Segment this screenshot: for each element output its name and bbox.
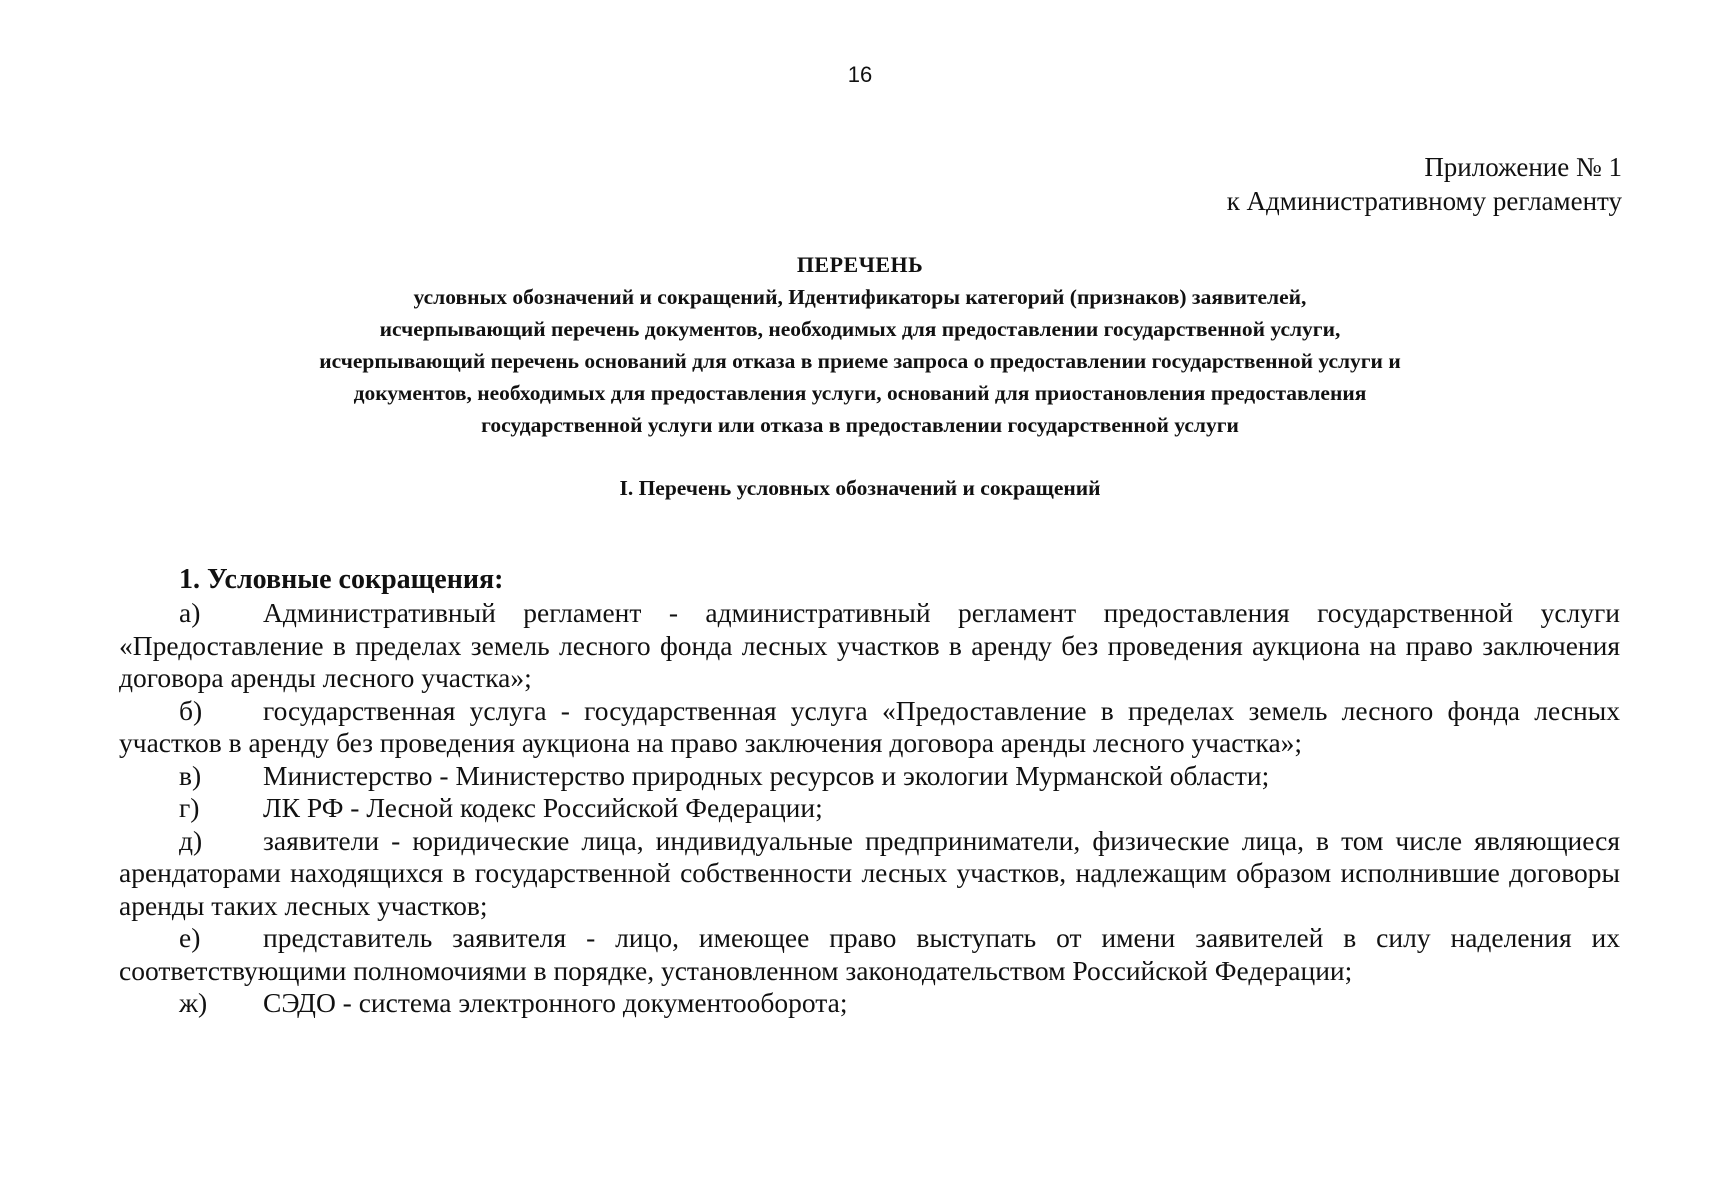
- list-item: [119, 760, 1620, 793]
- appendix-reference: [1227, 150, 1622, 218]
- list-item: [119, 597, 1620, 695]
- item-letter: в): [179, 759, 202, 791]
- title-line: исчерпывающий перечень оснований для отказа в приеме запроса о предоставлении государственной услуги и: [319, 349, 1401, 373]
- title-line: государственной услуги или отказа в предоставлении государственной услуги: [481, 413, 1239, 437]
- subheading: 1. Условные сокращения:: [179, 564, 504, 595]
- item-letter: б): [179, 694, 203, 726]
- list-item: [119, 695, 1620, 760]
- item-letter: г): [179, 792, 200, 823]
- item-text: СЭДО - система электронного документооборота;: [263, 987, 848, 1018]
- title-line: исчерпывающий перечень документов, необходимых для предоставлении государственной услуги,: [379, 317, 1341, 341]
- item-letter: ж): [179, 987, 208, 1018]
- list-item: [119, 825, 1620, 923]
- item-text: заявители - юридические лица, индивидуальные предприниматели, физические лица, в том числе являющиеся арендаторами находящихся в государственной собственности лесных участков, надлежащим образом исполнившие договоры аренды таких лесных участков;: [119, 824, 1620, 921]
- item-text: государственная услуга - государственная услуга «Предоставление в пределах земель лесного фонда лесных участков в аренду без проведения аукциона на право заключения договора аренды лесного участка»;: [119, 694, 1620, 758]
- list-item: [119, 987, 1620, 1020]
- document-body: [119, 563, 1620, 1020]
- page-number: 16: [847, 62, 873, 87]
- section-heading: I. Перечень условных обозначений и сокращений: [619, 476, 1101, 500]
- title-line: документов, необходимых для предоставления услуги, оснований для приостановления предоставления: [353, 381, 1367, 405]
- item-letter: а): [179, 597, 201, 628]
- title-line: условных обозначений и сокращений, Идентификаторы категорий (признаков) заявителей,: [413, 285, 1307, 309]
- item-letter: е): [179, 922, 201, 953]
- item-letter: д): [179, 824, 203, 856]
- list-item: [119, 792, 1620, 825]
- item-text: Министерство - Министерство природных ресурсов и экологии Мурманской области;: [263, 759, 1270, 791]
- item-text: представитель заявителя - лицо, имеющее право выступать от имени заявителей в силу наделения их соответствующими полномочиями в порядке, установленном законодательством Российской Федерации;: [119, 922, 1620, 986]
- title-main: ПЕРЕЧЕНЬ: [796, 252, 924, 277]
- document-title: [120, 249, 1600, 441]
- appendix-target: к Административному регламенту: [1226, 186, 1622, 216]
- item-text: ЛК РФ - Лесной кодекс Российской Федерации;: [263, 792, 823, 823]
- list-item: [119, 922, 1620, 987]
- item-text: Административный регламент - административный регламент предоставления государственной услуги «Предоставление в пределах земель лесного фонда лесных участков в аренду без проведения аукциона на право заключения договора аренды лесного участка»;: [119, 597, 1620, 693]
- appendix-number: Приложение № 1: [1424, 152, 1622, 182]
